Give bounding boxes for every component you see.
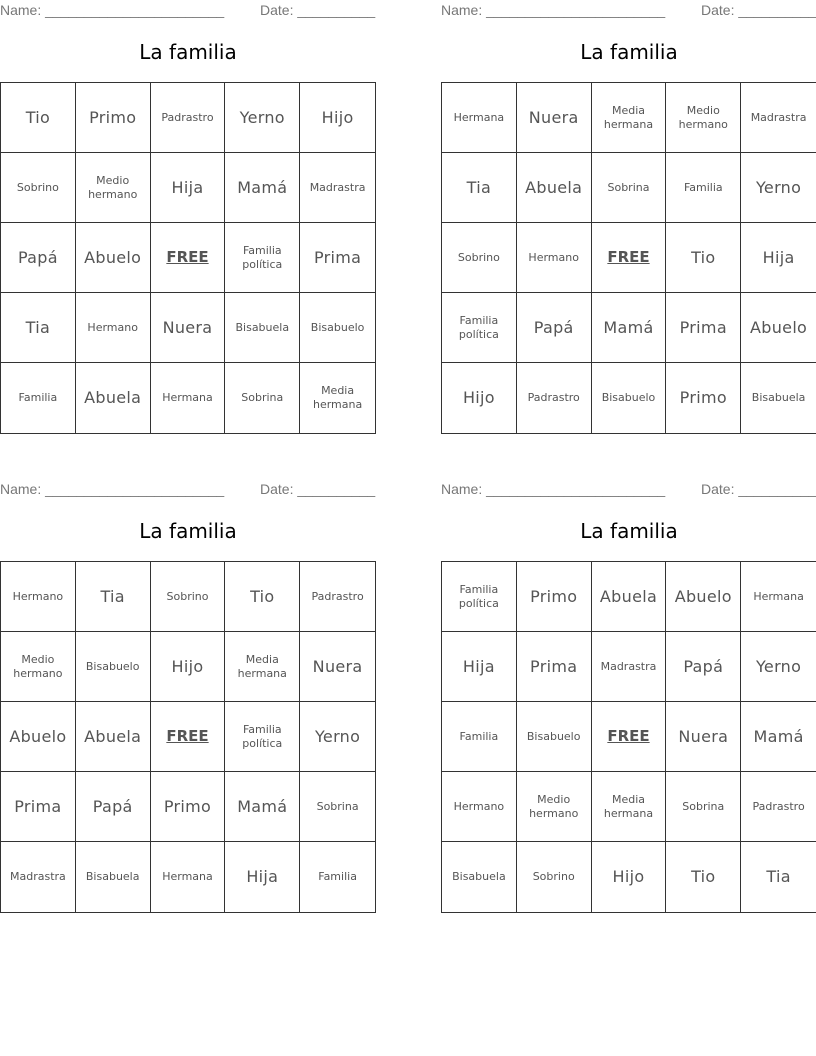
bingo-cell: Medio hermano [517, 772, 592, 842]
bingo-cell: Prima [1, 772, 76, 842]
bingo-cell: Abuelo [76, 223, 151, 293]
bingo-grid [441, 82, 816, 434]
name-field: Name: _______________________ [441, 481, 666, 497]
bingo-cell: Papá [517, 293, 592, 363]
bingo-cell: Media hermana [225, 632, 300, 702]
free-space: FREE [151, 223, 226, 293]
bingo-cell: Sobrino [517, 842, 592, 912]
bingo-cell: Bisabuelo [76, 632, 151, 702]
bingo-cell: Hermano [517, 223, 592, 293]
bingo-grid [441, 561, 816, 913]
bingo-cell: Bisabuela [225, 293, 300, 363]
bingo-cell: Hermana [151, 842, 226, 912]
bingo-cell: Familia [666, 153, 741, 223]
card-header [441, 479, 816, 501]
bingo-cell: Primo [666, 363, 741, 433]
bingo-cell: Hijo [592, 842, 667, 912]
card-title: La familia [580, 40, 678, 64]
bingo-cell: Tia [1, 293, 76, 363]
bingo-grid [0, 82, 376, 434]
date-field: Date: __________ [701, 2, 816, 18]
bingo-cell: Hermano [442, 772, 517, 842]
bingo-cell: Papá [666, 632, 741, 702]
bingo-cell: Primo [76, 83, 151, 153]
bingo-cell: Hijo [151, 632, 226, 702]
bingo-cell: Primo [517, 562, 592, 632]
bingo-cell: Abuelo [741, 293, 816, 363]
bingo-cell: Hermana [741, 562, 816, 632]
name-field: Name: _______________________ [0, 481, 225, 497]
bingo-cell: Madrastra [592, 632, 667, 702]
bingo-grid [0, 561, 376, 913]
card-header [0, 0, 376, 22]
bingo-cell: Hija [741, 223, 816, 293]
bingo-cell: Nuera [666, 702, 741, 772]
bingo-cell: Bisabuelo [300, 293, 375, 363]
bingo-cell: Yerno [741, 632, 816, 702]
bingo-cell: Hija [442, 632, 517, 702]
bingo-cell: Medio hermano [1, 632, 76, 702]
bingo-cell: Sobrina [300, 772, 375, 842]
bingo-cell: Primo [151, 772, 226, 842]
bingo-cell: Hija [225, 842, 300, 912]
card-title: La familia [580, 519, 678, 543]
bingo-cell: Mamá [592, 293, 667, 363]
bingo-cell: Yerno [225, 83, 300, 153]
bingo-cell: Papá [1, 223, 76, 293]
free-space: FREE [592, 223, 667, 293]
bingo-cell: Madrastra [1, 842, 76, 912]
bingo-cell: Sobrino [442, 223, 517, 293]
card-title: La familia [139, 40, 237, 64]
date-field: Date: __________ [701, 481, 816, 497]
bingo-cell: Tia [442, 153, 517, 223]
bingo-cell: Hijo [300, 83, 375, 153]
bingo-cell: Padrastro [741, 772, 816, 842]
bingo-cell: Medio hermano [666, 83, 741, 153]
bingo-cell: Hermana [442, 83, 517, 153]
bingo-cell: Bisabuela [76, 842, 151, 912]
bingo-cell: Padrastro [300, 562, 375, 632]
bingo-cell: Padrastro [151, 83, 226, 153]
bingo-cell: Abuela [592, 562, 667, 632]
bingo-cell: Mamá [225, 153, 300, 223]
card-title: La familia [139, 519, 237, 543]
bingo-cell: Familia política [442, 562, 517, 632]
bingo-cell: Familia [442, 702, 517, 772]
bingo-cell: Hija [151, 153, 226, 223]
bingo-cell: Madrastra [300, 153, 375, 223]
bingo-cell: Familia [1, 363, 76, 433]
bingo-cell: Hijo [442, 363, 517, 433]
date-field: Date: __________ [260, 481, 376, 497]
bingo-cell: Hermano [1, 562, 76, 632]
bingo-cell: Sobrina [225, 363, 300, 433]
card-header [441, 0, 816, 22]
date-field: Date: __________ [260, 2, 376, 18]
bingo-cell: Prima [517, 632, 592, 702]
bingo-cell: Madrastra [741, 83, 816, 153]
bingo-cell: Nuera [517, 83, 592, 153]
bingo-cell: Tio [666, 842, 741, 912]
bingo-cell: Prima [666, 293, 741, 363]
bingo-cell: Padrastro [517, 363, 592, 433]
bingo-cell: Nuera [300, 632, 375, 702]
bingo-cell: Sobrina [592, 153, 667, 223]
bingo-cell: Abuela [76, 363, 151, 433]
bingo-cell: Medio hermano [76, 153, 151, 223]
bingo-cell: Familia [318, 870, 357, 884]
bingo-cell: Abuelo [666, 562, 741, 632]
name-field: Name: _______________________ [441, 2, 666, 18]
bingo-cell: Tio [1, 83, 76, 153]
bingo-cell: Familia política [225, 223, 300, 293]
bingo-cell: Hermana [151, 363, 226, 433]
bingo-cell: Bisabuelo [517, 702, 592, 772]
bingo-cell: Yerno [300, 702, 375, 772]
bingo-cell: Sobrino [151, 562, 226, 632]
free-space: FREE [151, 702, 226, 772]
bingo-cell: Bisabuelo [592, 363, 667, 433]
bingo-cell: Hermano [76, 293, 151, 363]
bingo-cell: Papá [76, 772, 151, 842]
bingo-cell: Familia política [442, 293, 517, 363]
bingo-cell: Media hermana [592, 772, 667, 842]
free-space: FREE [592, 702, 667, 772]
bingo-cell: Mamá [225, 772, 300, 842]
name-field: Name: _______________________ [0, 2, 225, 18]
bingo-cell: Abuelo [1, 702, 76, 772]
card-header [0, 479, 376, 501]
bingo-cell: Tio [666, 223, 741, 293]
bingo-cell: Mamá [741, 702, 816, 772]
bingo-cell: Tio [225, 562, 300, 632]
bingo-cell: Bisabuela [442, 842, 517, 912]
bingo-cell: Abuela [517, 153, 592, 223]
bingo-cell: Familia política [225, 702, 300, 772]
bingo-cell: Prima [300, 223, 375, 293]
bingo-cell: Abuela [76, 702, 151, 772]
bingo-cell: Sobrina [666, 772, 741, 842]
bingo-cell: Bisabuela [751, 391, 806, 405]
bingo-cell: Nuera [151, 293, 226, 363]
bingo-cell: Sobrino [1, 153, 76, 223]
bingo-cell: Tia [766, 867, 791, 886]
bingo-cell: Media hermana [592, 83, 667, 153]
bingo-cell: Tia [76, 562, 151, 632]
bingo-cell: Yerno [741, 153, 816, 223]
bingo-cell: Media hermana [312, 384, 363, 411]
